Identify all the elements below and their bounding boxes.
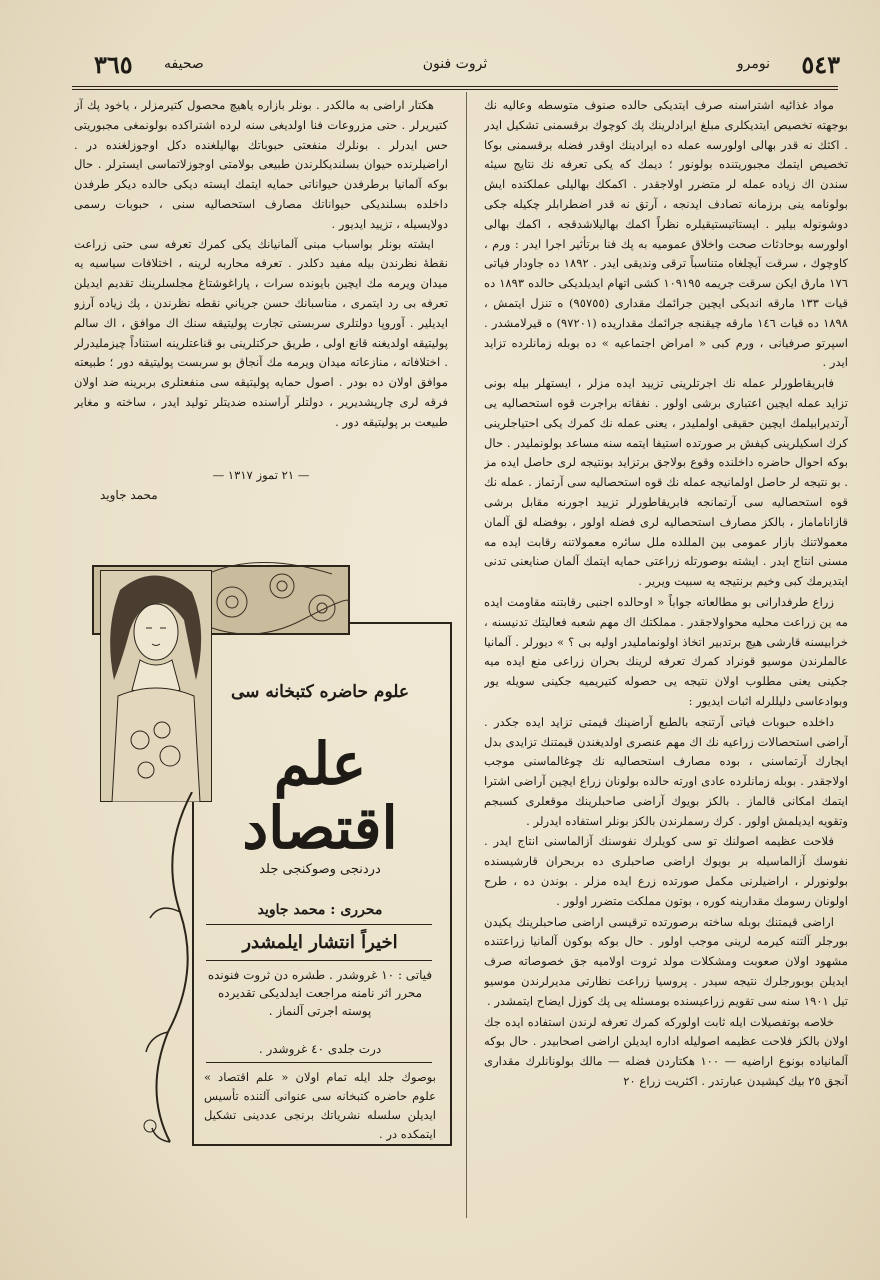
dateline: — ٢١ تموز ١٣١٧ — <box>212 468 310 482</box>
right-paragraph: فابريقاطورلر عمله نك اجرتلرینی تزيید ايده مزلر ، ایستهلر بيله بونی تزايد عمله ايچين اعتباری برشی اولور . نفقاته براجرت قوه استحصاليه يی آرتديرابيلمك ايچين حقيقی اولمليدر ، يعنی عمله نك كمرك يكی احتياجلرينی كرك اسكيلرينی كيفش بر صورتده استيفا ايتمه سنه مساعد بولونمليدر . حال بوكه احوال حاضره داخلنده وقوع بولاجق برتزايد بونتيجه لری حاصل ايده مز . بو نتيجه لر حاصل اولمانيجه عمله نك قوه استحصاليه سی آرتماز . عمله نك قوه استحصاليه سی آرتمانجه فابريقاطورلر تزيید اجورنه مقابل برشی قازاناماماز ، بالكز مصارف استحصاليه لری فضله اولور ، بوفضله لق آلمان معمولاتنك بازار عمومی بين المللده ملل سائره معمولاتنه رقابت ايده مه مسنی انتاج ايدر . ايشته بوصورتله زراعتی حمايه ايتمك آلمان صنايعنی تدنی ایتدیرمك كبی وخيم برنتيجه يه سبيت ويرير . <box>484 376 848 589</box>
price-info: فياتی : ١٠ غروشدر . طشره دن ثروت فنونده محرر اثر نامنه مراجعت ايدلديكی تقديرده پوسته اجرتی آلنماز . <box>207 968 433 1018</box>
library-name: علوم حاضره كتبخانه سی <box>230 682 409 702</box>
editor-line: محرری : محمد جاويد <box>257 902 383 918</box>
right-paragraph: اراضی قيمتنك بوبله ساخته برصورتده ترقيسی اراضی صاحبلرينك يكيدن بورجلر آلتنه كيرمه لرينی موجب اولور . حال بوكه بوكون آلمانيا زراعتنده مشهود اولان صعوبت ومشكلات مولد ثروت اولاميه جق خصوصاته صرف ايديلن بوبورجلرك نتيجه سيدر . پروسيا زراعت نظارتی مدیرلرندن موسيو تيل ١٩٠١ سنه سی تقويم زراعيسنده بومسئله يی پك كوزل ايضاح ايتمشدر . <box>484 914 848 1008</box>
right-column <box>484 96 848 1218</box>
book-advertisement <box>92 562 452 1152</box>
ad-divider <box>206 924 432 925</box>
right-paragraph: فلاحت عظيمه اصولنك تو سی كويلرك نفوسنك آزالماسنی انتاج ايدر . نفوسك آزالماسيله بر بويوك اراضی صاحبلری ده بربحران قارشيسنده بولونورلر ، اراضيلرنی مكمل صورتده زرع ايده مزلر . بوندن ده ، طرح اولونان رسومك مقدارينه كوره ، بوتون مملكت متضرر اولور . <box>484 834 848 908</box>
right-paragraph: خلاصه بوتفصيلات ايله ثابت اولوركه كمرك تعرفه لرندن استفاده ايده جك اولان بالكز فلاحت عظيمه اصوليله اداره ايديلن اراضی اصحابيدر . حال بوكه آلمانياده بونوع اراضيه — ١٠٠ هكتاردن فضله — مالك بولونانلرك مقداری آنجق ٢٥ بيك كيشيدن عبارتدر . اكثريت زراع ٢٠ <box>484 1014 848 1089</box>
page-number: ٣٦٥ <box>94 50 133 79</box>
header-rule-2 <box>72 89 838 90</box>
page-label: صحيفه <box>164 56 204 72</box>
ad-divider <box>206 1062 432 1063</box>
left-paragraph-1: هكتار اراضی به مالكدر . بونلر بازاره یاهیچ محصول كتيرمزلر ، یاخود پك آز كتيريرلر . حتی مزروعات فنا اولدیغی سنه لرده اشتراكده بولونمغی مجبوریتی حس ایدرلر . بونلرك منفعتی حبوباتك بهالیلغنده دكل اوجوزلغنده در . اراضيلرنده حيوان بسلندیكلرندن طبیعی بولامتی اوجوزلاتماسی ایسترلر . حال بوكه آلمانيا برطرفدن حيواناتی حمايه ایتمك ایسته دیكی حالده دیكر طرفدن داخلده بسلندیكی حيواناتك مصارف استحصاليه سنی ، حبوبات رسمی دولايسيله ، تزيید ايديور . <box>74 98 448 231</box>
right-paragraph: مواد غذائيه اشتراسنه صرف ايتديكی حالده صنوف متوسطه وعاليه نك بوجهته تخصيص ايتدیكلری مبلغ ایرادلرینك پك كوچوك برقسمنی تشكيل ایدر . اكثك نه قدر بهالی اولورسه عمله ده ایرادينك اوقدر فضله برقسمنی بوكا تخصيص ایتمك مجبوريتنده بولونور ؛ ديمك كه يكی تعرفه نك نتايج سيئه سندن اك زياده عمله لر متضرر اولاجقدر . اكمكك بهالیلی عملكتده ايش بولونامه ینی برزمانه تصادف ایدنجه ، آرتق نه قدر اضطرابلر چكیله جكی دوشونوله بیلیر . ايستاتيستيقيلره نظراً اكمك بهالیلاشدقجه ، اكمك بهالی اولورسه بوحادثات صحت واخلاق عموميه به پك فنا برتأثير اجرا ايدر : ورم ، كاوچوك ، سرقت آيچلغاه متناسباً ترقی ونديقی ايدر . ١٨٩٢ ده جاودار فياتی ١٧٦ مارق ایكن سرقت جريمه ١٠٩١٩٥ كشی اتهام ایدیلدیكی حالده ١٨٩٣ ده قيات ١٣٣ مارقه انديكی ايچين جرائمك مقداری (٩٥٧٥٥) ه تنزل ايتمش ، ١٨٩٨ ده قيات ١٤٦ مارقه چیقنجه جرائمك مقداریده (٩٧٢٠١) ه قیرلامشدر . اسپرتو صرفيانی ، ورم كبی « امراض اجتماعيه » ده بوبله زمانلرده تزايد ايدر . <box>484 98 848 370</box>
issue-number: ٥٤٣ <box>801 50 840 79</box>
left-paragraph-2: ایشته بونلر بواسباب مبنی آلمانیانك يكی كمرك تعرفه سی حتی زراعت نقطهٔ نظرندن بيله مفيد دكلدر . تعرفه محاربه لرینه ، اختلافات سياسيه يه ميدان ويرمه مك ايچين بایونده سرات ، پاراغوشتاغ مجلسلرینك تقديم ايدیلن تعرفه بی رد ايتمری ، مناسبانك حسن جرياني نقطه نظرندن ، پك زياده آرزو ايدیلير . آوروپا دولتلری سربستی تجارت پوليتيقه سنك اك موافق ، اك سالم پوليتيقه اولديغنه قانع اولی ، طريق حركتلرينی بو قناعتلرينه استناداً چيزملیدرلر . اختلافاته ، منازعاته ميدان ويرمه مك آنجاق بو سربست پوليتيقه دور ؛ طبيعته موافق اولان ده بودر . اصول حمايه پوليتيقه سی منفعتلری بربرینه ضد اولان فرقه لری چارپشدیرير ، دولتلر آراسنده ضديتلر توليد ايدر ، ساخته و مغاير طبيعت بر پوليتيقه دور . <box>74 236 448 429</box>
publication-notice: اخيراً انتشار ايلمشدر <box>242 932 398 953</box>
left-column <box>74 96 448 496</box>
price-total: درت جلدی ٤٠ غروشدر . <box>258 1042 382 1056</box>
book-title: علم اقتصاد <box>242 730 398 862</box>
header-rule <box>72 86 838 87</box>
journal-name: ثروت فنون <box>422 56 488 72</box>
column-separator <box>466 92 467 1218</box>
series-note: بوصوك جلد ايله تمام اولان « علم اقتصاد » علوم حاضره كتبخانه سی عنوانی آلتنده تأسيس ايديلن سلسله نشرياتك برنجی عددينی تشكيل ايتمكده در . <box>204 1070 436 1141</box>
vine-ornament <box>140 792 200 1152</box>
right-paragraph: داخلده حبوبات فياتی آرتنجه بالطبع آراضينك قيمتی تزايد ايده جكدر . آراضی استحصالات زراعيه نك اك مهم عنصری اولديغندن قيمتنك تزايدی بدل ايجارك آرتماسنی ، بوده مصارف استحصاليه نك چوغالماسنی موجب اولاجقدر . بوبله زمانلرده عادی اورته حالده بولونان زراع ايچين آراضی اشترا ايتمك امكانی قالماز . بالكز بويوك آراضی صاحبلرينك موقعلری كسبجم وتقويه ايديلمش اولور . كرك رسملرندن بالكز بونلر استفاده ايدرلر . <box>484 714 848 828</box>
page-header <box>70 40 840 88</box>
volume-info: دردنجی وصوكنجی جلد <box>259 862 381 877</box>
ad-divider <box>206 960 432 961</box>
right-paragraph: زراع طرفدارانی بو مطالعاته جواباً « اوحالده اجنبی رقابتنه مقاومت ايده مه ين زراعت محليه محواولاجقدر . مملكتك اك مهم شعبه فعاليتك تدنيسنه ، خرابيسنه قارشی هيچ برتدبير اتخاذ اولونمامليدر اوليه بی ؟ » ديورلر . آلمانيا عالملرندن موسيو قونراد كمرك تعرفه لرينك بحران زراعی منع ايده ميه جكينی يعنی مطلوب اولان نتيجه يی حصوله كتيريميه جكينی سويله يور وبوادعاسی دليللرله اثبات ايديور : <box>484 594 848 708</box>
issue-label: نومرو <box>736 56 770 72</box>
author-signature: محمد جاويد <box>100 488 158 502</box>
